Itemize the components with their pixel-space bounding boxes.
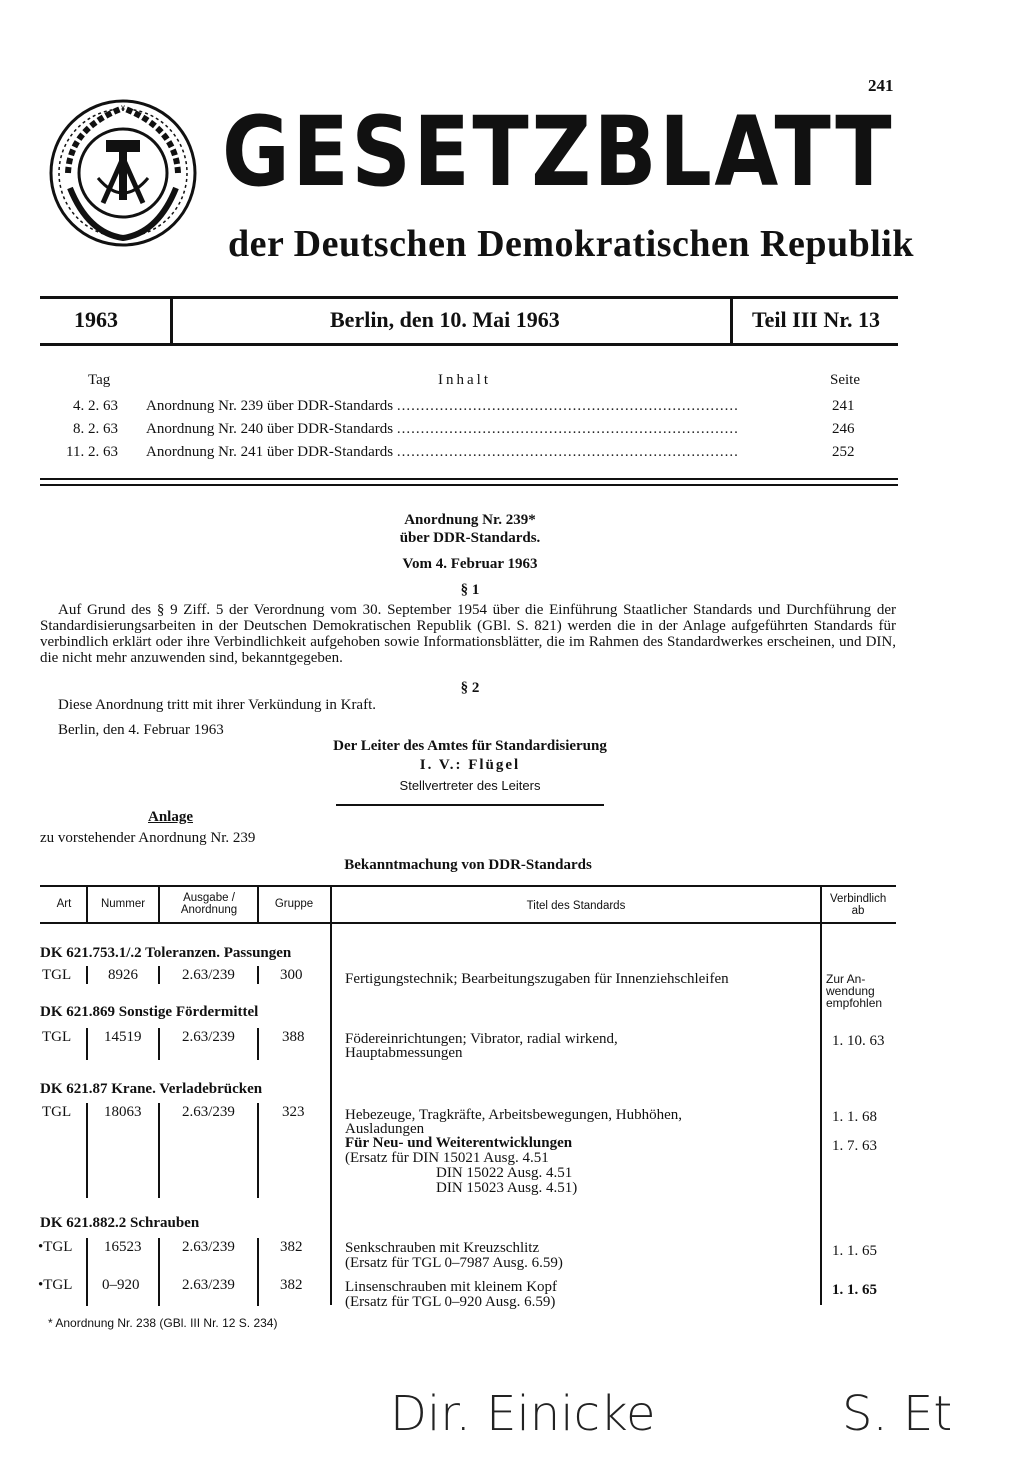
cell-titel: DIN 15022 Ausg. 4.51 — [436, 1165, 573, 1181]
divider — [86, 1028, 88, 1060]
cell-art: •TGL — [38, 1239, 73, 1255]
cell-titel: (Ersatz für TGL 0–920 Ausg. 6.59) — [345, 1294, 556, 1310]
cell-ausgabe: 2.63/239 — [182, 1029, 235, 1045]
divider — [86, 1238, 88, 1306]
issue-date: Berlin, den 10. Mai 1963 — [330, 307, 560, 332]
cell-ausgabe: 2.63/239 — [182, 1104, 235, 1120]
toc-date: 8. 2. 63 — [73, 421, 118, 437]
column-header: Verbindlich ab — [830, 893, 887, 917]
section-divider — [40, 478, 898, 486]
table-rule — [40, 885, 896, 887]
issue-year: 1963 — [74, 307, 118, 332]
cell-ausgabe: 2.63/239 — [182, 1277, 235, 1293]
divider — [86, 966, 88, 984]
masthead-subtitle: der Deutschen Demokratischen Republik — [228, 223, 914, 265]
column-header: Gruppe — [274, 898, 314, 910]
section-heading: § 1 — [460, 582, 480, 598]
signatory-title: Der Leiter des Amtes für Standardisierung — [333, 738, 607, 754]
cell-nummer: 8926 — [108, 967, 138, 983]
issue-bar — [40, 296, 898, 346]
cell-gruppe: 300 — [280, 967, 303, 983]
handwritten-note: Dir. Einicke — [390, 1386, 656, 1442]
column-header: Nummer — [100, 898, 146, 910]
cell-nummer: 14519 — [104, 1029, 142, 1045]
divider — [257, 1028, 259, 1060]
toc-title: Anordnung Nr. 239 über DDR-Standards ........................................................................ — [146, 398, 739, 414]
cell-titel: (Ersatz für TGL 0–7987 Ausg. 6.59) — [345, 1255, 563, 1271]
signatory-role: Stellvertreter des Leiters — [399, 778, 541, 793]
cell-titel: Födereinrichtungen; Vibrator, radial wirkend, — [345, 1031, 618, 1047]
cell-titel: Ausladungen — [345, 1121, 425, 1137]
section-heading: § 2 — [460, 680, 480, 696]
divider — [257, 1238, 259, 1306]
cell-nummer: 18063 — [104, 1104, 142, 1120]
cell-verbindlich: 1. 7. 63 — [832, 1138, 877, 1154]
issue-part: Teil III Nr. 13 — [752, 307, 880, 332]
divider — [158, 1103, 160, 1198]
decree-date: Vom 4. Februar 1963 — [402, 556, 538, 572]
cell-verbindlich: Zur An- wendung empfohlen — [826, 972, 883, 1010]
cell-art: TGL — [42, 1029, 72, 1045]
ddr-coat-of-arms-icon — [48, 98, 198, 248]
toc-page: 241 — [832, 398, 855, 414]
divider — [330, 885, 332, 1305]
divider — [257, 966, 259, 984]
masthead-title: GESETZBLATT — [222, 96, 895, 208]
divider — [257, 1103, 259, 1198]
divider — [158, 966, 160, 984]
group-heading: DK 621.753.1/.2 Toleranzen. Passungen — [40, 945, 292, 961]
cell-verbindlich: 1. 1. 65 — [832, 1282, 877, 1298]
signature-rule — [336, 804, 604, 806]
divider — [158, 1028, 160, 1060]
toc-page: 246 — [832, 421, 855, 437]
group-heading: DK 621.882.2 Schrauben — [40, 1215, 200, 1231]
divider — [158, 885, 160, 922]
cell-art: TGL — [42, 967, 72, 983]
page-number: 241 — [868, 76, 894, 95]
section-text: Auf Grund des § 9 Ziff. 5 der Verordnung vom 30. September 1954 über die Einführung Staatlicher Standards und Durchführung der Standardisierungsarbeiten in der Deutschen Demokratischen Republik (GBl. S. 821) werden die in der Anlage aufgeführten Standards für verbindlich erklärt oder ihre Verbindlichkeit aufgehoben sowie Informationsblätter, die im Rahmen des Standardwerkes erscheinen, und DIN, die nicht mehr anzuwenden sind, bekanntgegeben. — [40, 602, 896, 666]
cell-titel: Hebezeuge, Tragkräfte, Arbeitsbewegungen, Hubhöhen, — [345, 1107, 682, 1123]
cell-titel-bold: Für Neu- und Weiterentwicklungen — [345, 1135, 573, 1151]
decree-place-date: Berlin, den 4. Februar 1963 — [58, 722, 224, 738]
annex-subtitle: zu vorstehender Anordnung Nr. 239 — [40, 830, 256, 846]
cell-ausgabe: 2.63/239 — [182, 967, 235, 983]
toc-title: Anordnung Nr. 240 über DDR-Standards ........................................................................ — [146, 421, 739, 437]
table-rule — [40, 922, 896, 924]
column-header: Titel des Standards — [526, 900, 626, 912]
cell-nummer: 0–920 — [102, 1277, 140, 1293]
cell-titel: Linsenschrauben mit kleinem Kopf — [345, 1279, 558, 1295]
toc-title: Anordnung Nr. 241 über DDR-Standards ........................................................................ — [146, 444, 739, 460]
group-heading: DK 621.87 Krane. Verladebrücken — [40, 1081, 263, 1097]
cell-verbindlich: 1. 1. 68 — [832, 1109, 877, 1125]
decree-title: Anordnung Nr. 239* — [404, 512, 536, 528]
divider — [86, 1103, 88, 1198]
cell-nummer: 16523 — [104, 1239, 142, 1255]
table-title: Bekanntmachung von DDR-Standards — [344, 857, 592, 873]
column-header: Art — [56, 898, 72, 910]
section-text: Diese Anordnung tritt mit ihrer Verkündung in Kraft. — [58, 697, 377, 713]
cell-gruppe: 323 — [282, 1104, 305, 1120]
divider — [730, 299, 733, 343]
cell-titel: Hauptabmessungen — [345, 1045, 463, 1061]
column-header: Ausgabe / Anordnung — [180, 892, 238, 916]
toc-header-inhalt: Inhalt — [438, 372, 491, 388]
signatory-name: I. V.: Flügel — [419, 757, 521, 773]
cell-gruppe: 388 — [282, 1029, 305, 1045]
cell-titel: (Ersatz für DIN 15021 Ausg. 4.51 — [345, 1150, 549, 1166]
cell-verbindlich: 1. 10. 63 — [832, 1033, 885, 1049]
cell-gruppe: 382 — [280, 1239, 303, 1255]
toc-header-seite: Seite — [830, 372, 860, 388]
annex-label: Anlage — [148, 809, 193, 825]
cell-art: TGL — [42, 1104, 72, 1120]
divider — [158, 1238, 160, 1306]
cell-titel: DIN 15023 Ausg. 4.51) — [436, 1180, 578, 1196]
cell-verbindlich: 1. 1. 65 — [832, 1243, 877, 1259]
toc-date: 4. 2. 63 — [73, 398, 118, 414]
handwritten-note: S. Et — [842, 1386, 953, 1442]
divider — [820, 885, 822, 1305]
toc-date: 11. 2. 63 — [66, 444, 118, 460]
group-heading: DK 621.869 Sonstige Fördermittel — [40, 1004, 259, 1020]
cell-ausgabe: 2.63/239 — [182, 1239, 235, 1255]
toc-header-tag: Tag — [88, 372, 111, 388]
divider — [170, 299, 173, 343]
cell-titel: Fertigungstechnik; Bearbeitungszugaben für Innenziehschleifen — [345, 971, 729, 987]
toc-page: 252 — [832, 444, 855, 460]
footnote: * Anordnung Nr. 238 (GBl. III Nr. 12 S. 234) — [48, 1316, 278, 1330]
cell-gruppe: 382 — [280, 1277, 303, 1293]
decree-subtitle: über DDR-Standards. — [399, 530, 541, 546]
cell-art: •TGL — [38, 1277, 73, 1293]
cell-titel: Senkschrauben mit Kreuzschlitz — [345, 1240, 540, 1256]
